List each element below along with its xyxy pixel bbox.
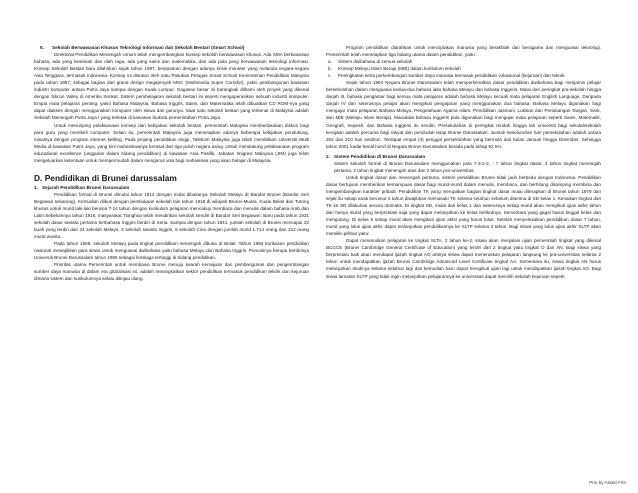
sub-1-heading <box>34 184 309 191</box>
list-item: a. Sistem dwibahasa di semua sekolah <box>328 59 413 65</box>
right-column <box>326 44 601 280</box>
item-5-paragraph-2: Untuk menunjang pelaksanaan konsep dan kebijakan sekolah bestari, pemerintah Malaysia memberlakukan diskon bagi para guru yang membeli computer. Selain itu, pemerintah Malaysia juga menerapkan adanya beberapa kebijakan pendukung, misalnya dengan program internet keliling. Pada jenjang pendidikan tinggi, Telekom Malaysia juga telah mendirikan Universiti Multi Media di kawasan Putra Jaya, yang kini mahasiswanya berasal dari tiga puluh negara asing. Untuk mendukung pelaksanaan program educational excellence (unggulan dalam bidang pendidikan) di kawasan Asia Pasifik, Jabatan Imigresi Malaysia (JIM) juga telah mengeluarkan ketentuan untuk mempermudah dalam mengurus visa bagi mahasiswa yang akan belajar di Malaysia. <box>34 122 309 163</box>
list-item: c. Peningkatan serta perkembangan sumber daya manusia termasuk pendidikan vokasional (kejuruan) dan teknik. <box>328 73 566 79</box>
section-d-title: D. Pendidikan di Brunei darussalam <box>34 172 177 183</box>
list-item: b. Konsep Melayu Islam Beraja (MIB) dalam kurikulum sekolah <box>328 66 461 72</box>
paragraph-1984: Sejak tahun 1984 Negara Brunei Darussalam telah memperkenalkan dasar pendidikan dwibahasa bagi menjamin pelajar berkebolehan dalam menguasai kedua-dua bahasa iaitu bahasa Melayu dan bahasa Inggeris. Mulai dari peringkat pra-sekolah hingga darjah III, bahasa pengantar bagi semua mata pelajaran adalah bahasa Melayu kecuali mata pelajaran English Language. Daripada darjah IV dan seterusnya pelajar akan mengikuti pengajaran yang menggunakan dua bahasa. Bahasa Melayu digunakan bagi mengajar mata pelajaran Bahasa Melayu, Pengetahuan Agama Islam, Pendidikan Jasmani, Lukisan dan Pertukangan Tangan, Sivik, dan MIB (Melayu Islam Beraja). Manakala bahasa Inggeris pula digunakan bagi mengajar mata pelajaran seperti Sains, Matematik, Geografi, Sejarah, dan Bahasa Inggeris itu sendiri. Persekolahan di peringkat rendah hingga lah universiti bagi sekolahsekolah kerajaan adalah percuma bagi rakyat dan penduduk tetap Brunei Darussalam. Jumlah keseluruhan hari persekolahan adalah antara 202 dan 210 hari setahun. Terdapat empat (4) penggal persekolahan yang bermula dari bulan Januari hingga Disember. Sehingga tahun 2001 kadar kenal huruf di Negara Brunei Darussalam berada pada tahap 92.5%. <box>326 80 601 149</box>
sub-1-number: 1. <box>34 184 38 190</box>
sub-2-paragraph-3: Dapat meneruskan pelajaran ke tingkat SLTA, 2 tahun ke-2, siswa akan menjalani ujian pemerintah tingkat yang dikenal BCGCE (Brunei Cambridge General Certificate of Education) yang terdiri dari 2 tingkat yaitu tingkat O dan AN. Bagi siswa yang berprestasi baik akan mendapat ijazah tingkat AO artinya siswa dapat meneruskan pelajaran langsung ke pra-universitas selama 2 tahun untuk mendapatkan ijazah Brunei Cambridge Advanced Level Certificate tingkat AA. Sementara itu, siswa tingkat AN harus melanjutkan studinya selama setahun lagi dan kemudian baru dapat mengikuti ujian lagi untuk mendapatkan ijazah tingkat AO. Bagi siswa lamatan SLTP yang tidak ingin melanjutkan pelajarannya ke universitas dapat memilih sekolah kejuruan seperti <box>326 238 601 279</box>
sub-1-paragraph-3: Prioritas utama Pemerintah untuk membawa Brunei menuju kearah kemajuan dan pembangunan dan pengembangan sumber daya manusia di dalam era globalisasi ini, adalah meningkatkan sektor pendidikan termasuk pendidikan teknik dan kejuruan dimana sistem dan kurikulumnya selalu ditinjau ulang. <box>34 262 309 282</box>
left-column <box>34 44 309 282</box>
sub-2-heading <box>326 153 601 160</box>
sub-2-paragraph-1: Sistem sekolah formal di Brunei Darussalam menggunakan pola 7-3-2-2, : 7 tahun tingkat dasar, 3 tahun tingkat menengah pertama, 2 tahun tingkat menengah atas dan 2 tahun pra-universitas. <box>334 160 601 173</box>
sub-1-paragraph-1: Pendidikan formal di Brunei dimulai tahun 1912 dengan mulai dibukanya Sekolah Melayu di Bandar Brunei (Bandar Seri Begawan sekarang). Kemudian diikuti dengan pembukaan sekolah lain tahun 1918 di wilayah Brunei-Muara, Kuala Belait dan Tutong khusus untuk murid laki-laki berusia 7-14 tahun dengan kurikulum pelajaran mencakup membaca dan menulis dalam bahasa Arab dan Latin.Sebelumnya tahun 1916, masyarakat Tionghoa telah mendirikan sekolah sendiri di Bandar Seri Begawan. Baru pada tahun 1931 sekolah dasar swasta pertama berbahasa Inggris berdiri di Seria. Sampai dengan tahun 1941, jumlah sekolah di Brunei mencapai 32 buah yang terdiri dari 24 sekolah Melayu, 3 sekolah swasta Inggris, 5 sekolah Cina dengan jumlah murid 1.714 orang dan 312 orang murid wanita. <box>34 191 309 240</box>
item-5-heading <box>34 44 309 51</box>
sub-1-paragraph-2: Pada tahun 1966, sekolah Melayu pada tingkat pendidikan menengah dibuka di Belait. Tahun 1984 kurikulum pendidikan nasional mewajibkan para siswa untuk menguasai dwibahasa yaitu bahasa Melayu dan Bahasa Inggris. Puncaknya berupa berdirinya Universiti Brunei Darussalam tahun 1985 sebagai lembaga tertinggi di bidang pendidikan. <box>34 241 309 261</box>
sub-2-title: Sistem Pendidikan di Brunei Darussalam <box>334 153 426 159</box>
page-footer: Prin by Asiaki Firn <box>589 480 626 485</box>
sub-2-number: 2. <box>326 153 330 159</box>
priority-list <box>326 58 601 79</box>
intro-paragraph: Program pendidikan diarahkan untuk menciptakan manusia yang berakhlak dan beragama dan menguasai teknologi. Pemerintah telah menetapkan tiga bidang utama dalam pendidikan, yaitu : <box>326 45 601 58</box>
item-5-number: 5. <box>40 45 44 50</box>
sub-1-title: Sejarah Pendidikan Brunei Darussalam <box>42 184 130 190</box>
item-5-paragraph-1: Direktorat Pendidikan Menengah Umum telah mengembangkan konsep sekolah berwawasan khusus. Ada SMA berbawasan bahasa, ada yang kesenian dan olah raga, ada yang sains dan matematika, dan ada pula yang berwawasan teknologi informasi. Konsep Sekolah Bestari baru dilahirkan sejak tahun 1997, berpatokan dengan adanya krisis moneter yang melanda negara-negara Asia Tenggara, termasuk Indonesia. Konsep ini disusun oleh satu Pasukan Petugas Smart School Kementerian Pendidikan Malaysia pada tahun 1997, sebagai bagian dari grand design megaproyek MSC (Multimedia Super Corridor), yakni pembangunan kawasan industri komputer antara Putra Jaya sampai dengan Kuala Lumpur. Gagasan besar ini barangkali dilhami oleh proyek yang dikenal dengan Silicon Valley di Amerika Serikat. Sistem pembelajaran sekolah bestari ini seperti mengoperasikan sebuah industri komputer. Empat mata pelajaran penting, yakni Bahasa Malaysia, Bahasa Inggris, Sains, dan Matematika telah dibuatkan CD ROM-nya yang dapat diakses dengan menggunakan komputer oleh siswa dan gurunya. Saat satu sekolah bestari yang terkenal di Malaysia adalah Sekolah Menengah Putra Jaya I yang terletak di kawasan ibukota pemerintahan Putra Jaya. <box>34 52 309 121</box>
item-5-title: Sekolah Berwawasan Khusus Teknologi Informasi dan Sekolah Bestari (Smart School) <box>52 45 245 50</box>
sub-2-paragraph-2: Untuk tingkat dasar dan menengah pertama, sistem pendidikan Brunei tidak jauh berbeda dengan Indonesia. Pendidikan dasar bertujuan memberikan kemampuan dasar bagi murid-murid dalam menulis, membaca, dan berhitung disamping membina dan mengembangkan karakter pribadi. Pendidikan TK yang merupakan bagian tingkat dasar mulai diterapkan di Brunei tahun 1979 dan sejak itu setiap anak berumur 5 tahun diwajibkan memasuki TK selama setahun sebelum diterima di SD kelas 1. Kenaikan tingkat dari TK ke SD dilakukan secara otomatis. Di tingkat SD, mulai dari kelas 1 dan seterusnya setiap murid akan mengikuti ujian akhir tahun dan hanya murid yang berprestasi saja yang dapat melanjutkan ke kelas berikutnya. Sementara yang gagal harus tinggal kelas dan mengulang. Di kelas 6 setiap murid akan mengikuti ujian akhir yang harus lulus. Setelah menyelesaikan pendidikan dasar 7 tahun, murid yang lulus ujian akhir dapat melanjutkan pendidikannya ke SLTP selama 3 tahun. Bagi siswa yang lulus ujian akhir SLTP akan memiliki pilihan yaitu: <box>326 174 601 237</box>
